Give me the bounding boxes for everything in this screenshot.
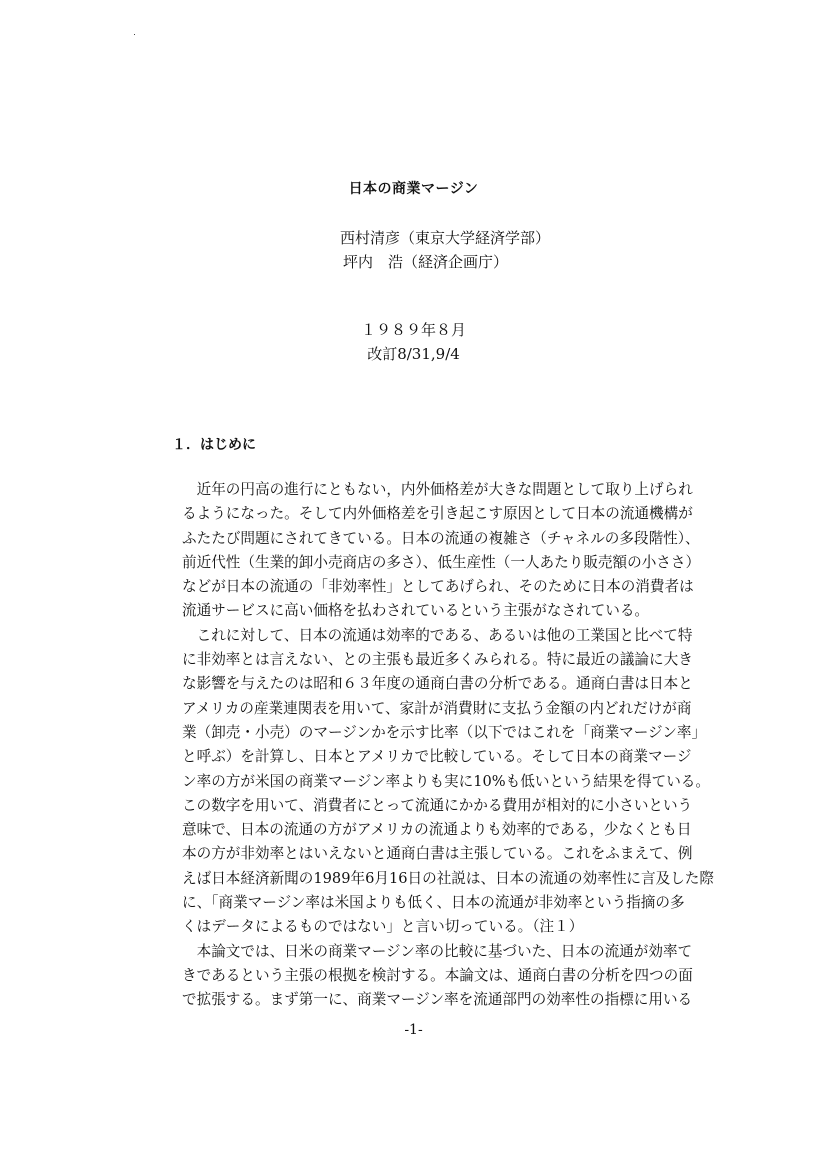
text-line: と呼ぶ）を計算し、日本とアメリカで比較している。そして日本の商業マージ bbox=[182, 748, 692, 766]
text-line: 近年の円高の進行にともない，内外価格差が大きな問題として取り上げられ bbox=[182, 481, 693, 498]
text-line: この数字を用いて、消費者にとって流通にかかる費用が相対的に小さいという bbox=[182, 796, 693, 814]
text-line: などが日本の流通の「非効率性」としてあげられ、そのために日本の消費者は bbox=[182, 578, 694, 596]
author-block bbox=[340, 226, 550, 274]
author-line: 坪内 浩（経済企画庁） bbox=[343, 253, 509, 271]
text-line: 流通サービスに高い価格を払わされているという主張がなされている。 bbox=[182, 602, 650, 620]
text-line: これに対して、日本の流通は効率的である、あるいは他の工業国と比べて特 bbox=[182, 626, 693, 644]
text-line: に、「商業マージン率は米国よりも低く、日本の流通が非効率という指摘の多 bbox=[182, 894, 685, 912]
date-line: １９８９年８月 bbox=[360, 321, 466, 339]
date-block bbox=[0, 318, 827, 366]
author-line: 西村清彦（東京大学経済学部） bbox=[340, 229, 551, 247]
revision-line: 改訂8/31,9/4 bbox=[367, 345, 460, 363]
text-line: えば日本経済新聞の1989年6月16日の社説は、日本の流通の効率性に言及した際 bbox=[182, 869, 714, 887]
scan-speck bbox=[134, 34, 135, 35]
text-line: くはデータによるものではない」と言い切っている。（注１） bbox=[182, 918, 584, 936]
text-line: 意味で、日本の流通の方がアメリカの流通よりも効率的である，少なくとも日 bbox=[182, 821, 692, 839]
text-line: 前近代性（生業的卸小売商店の多さ）、低生産性（一人あたり販売額の小ささ） bbox=[182, 553, 701, 571]
section-heading: １．はじめに bbox=[172, 437, 256, 453]
body-text bbox=[182, 478, 717, 1013]
text-line: アメリカの産業連関表を用いて、家計が消費財に支払う金額の内どれだけが商 bbox=[182, 699, 692, 717]
page-number: -1- bbox=[404, 1022, 423, 1038]
text-line: に非効率とは言えない、との主張も最近多くみられる。特に最近の議論に大き bbox=[182, 651, 693, 669]
text-line: 本論文では、日米の商業マージン率の比較に基づいた、日本の流通が効率て bbox=[182, 942, 693, 960]
text-line: ン率の方が米国の商業マージン率よりも実に10%も低いという結果を得ている。 bbox=[182, 772, 710, 790]
text-line: ふたたび問題にされてきている。日本の流通の複雑さ（チャネルの多段階性）、 bbox=[182, 529, 700, 547]
text-line: きであるという主張の根拠を検討する。本論文は、通商白書の分析を四つの面 bbox=[182, 966, 693, 984]
text-line: 本の方が非効率とはいえないと通商白書は主張している。これをふまえて、例 bbox=[182, 845, 693, 863]
text-line: るようになった。そして内外価格差を引き起こす原因として日本の流通機構が bbox=[182, 505, 693, 523]
text-line: で拡張する。まず第一に、商業マージン率を流通部門の効率性の指標に用いる bbox=[182, 991, 693, 1009]
text-line: な影響を与えたのは昭和６３年度の通商白書の分析である。通商白書は日本と bbox=[182, 675, 693, 693]
paper-title: 日本の商業マージン bbox=[348, 181, 479, 197]
text-line: 業（卸売・小売）のマージンかを示す比率（以下ではこれを「商業マージン率」 bbox=[182, 723, 707, 741]
